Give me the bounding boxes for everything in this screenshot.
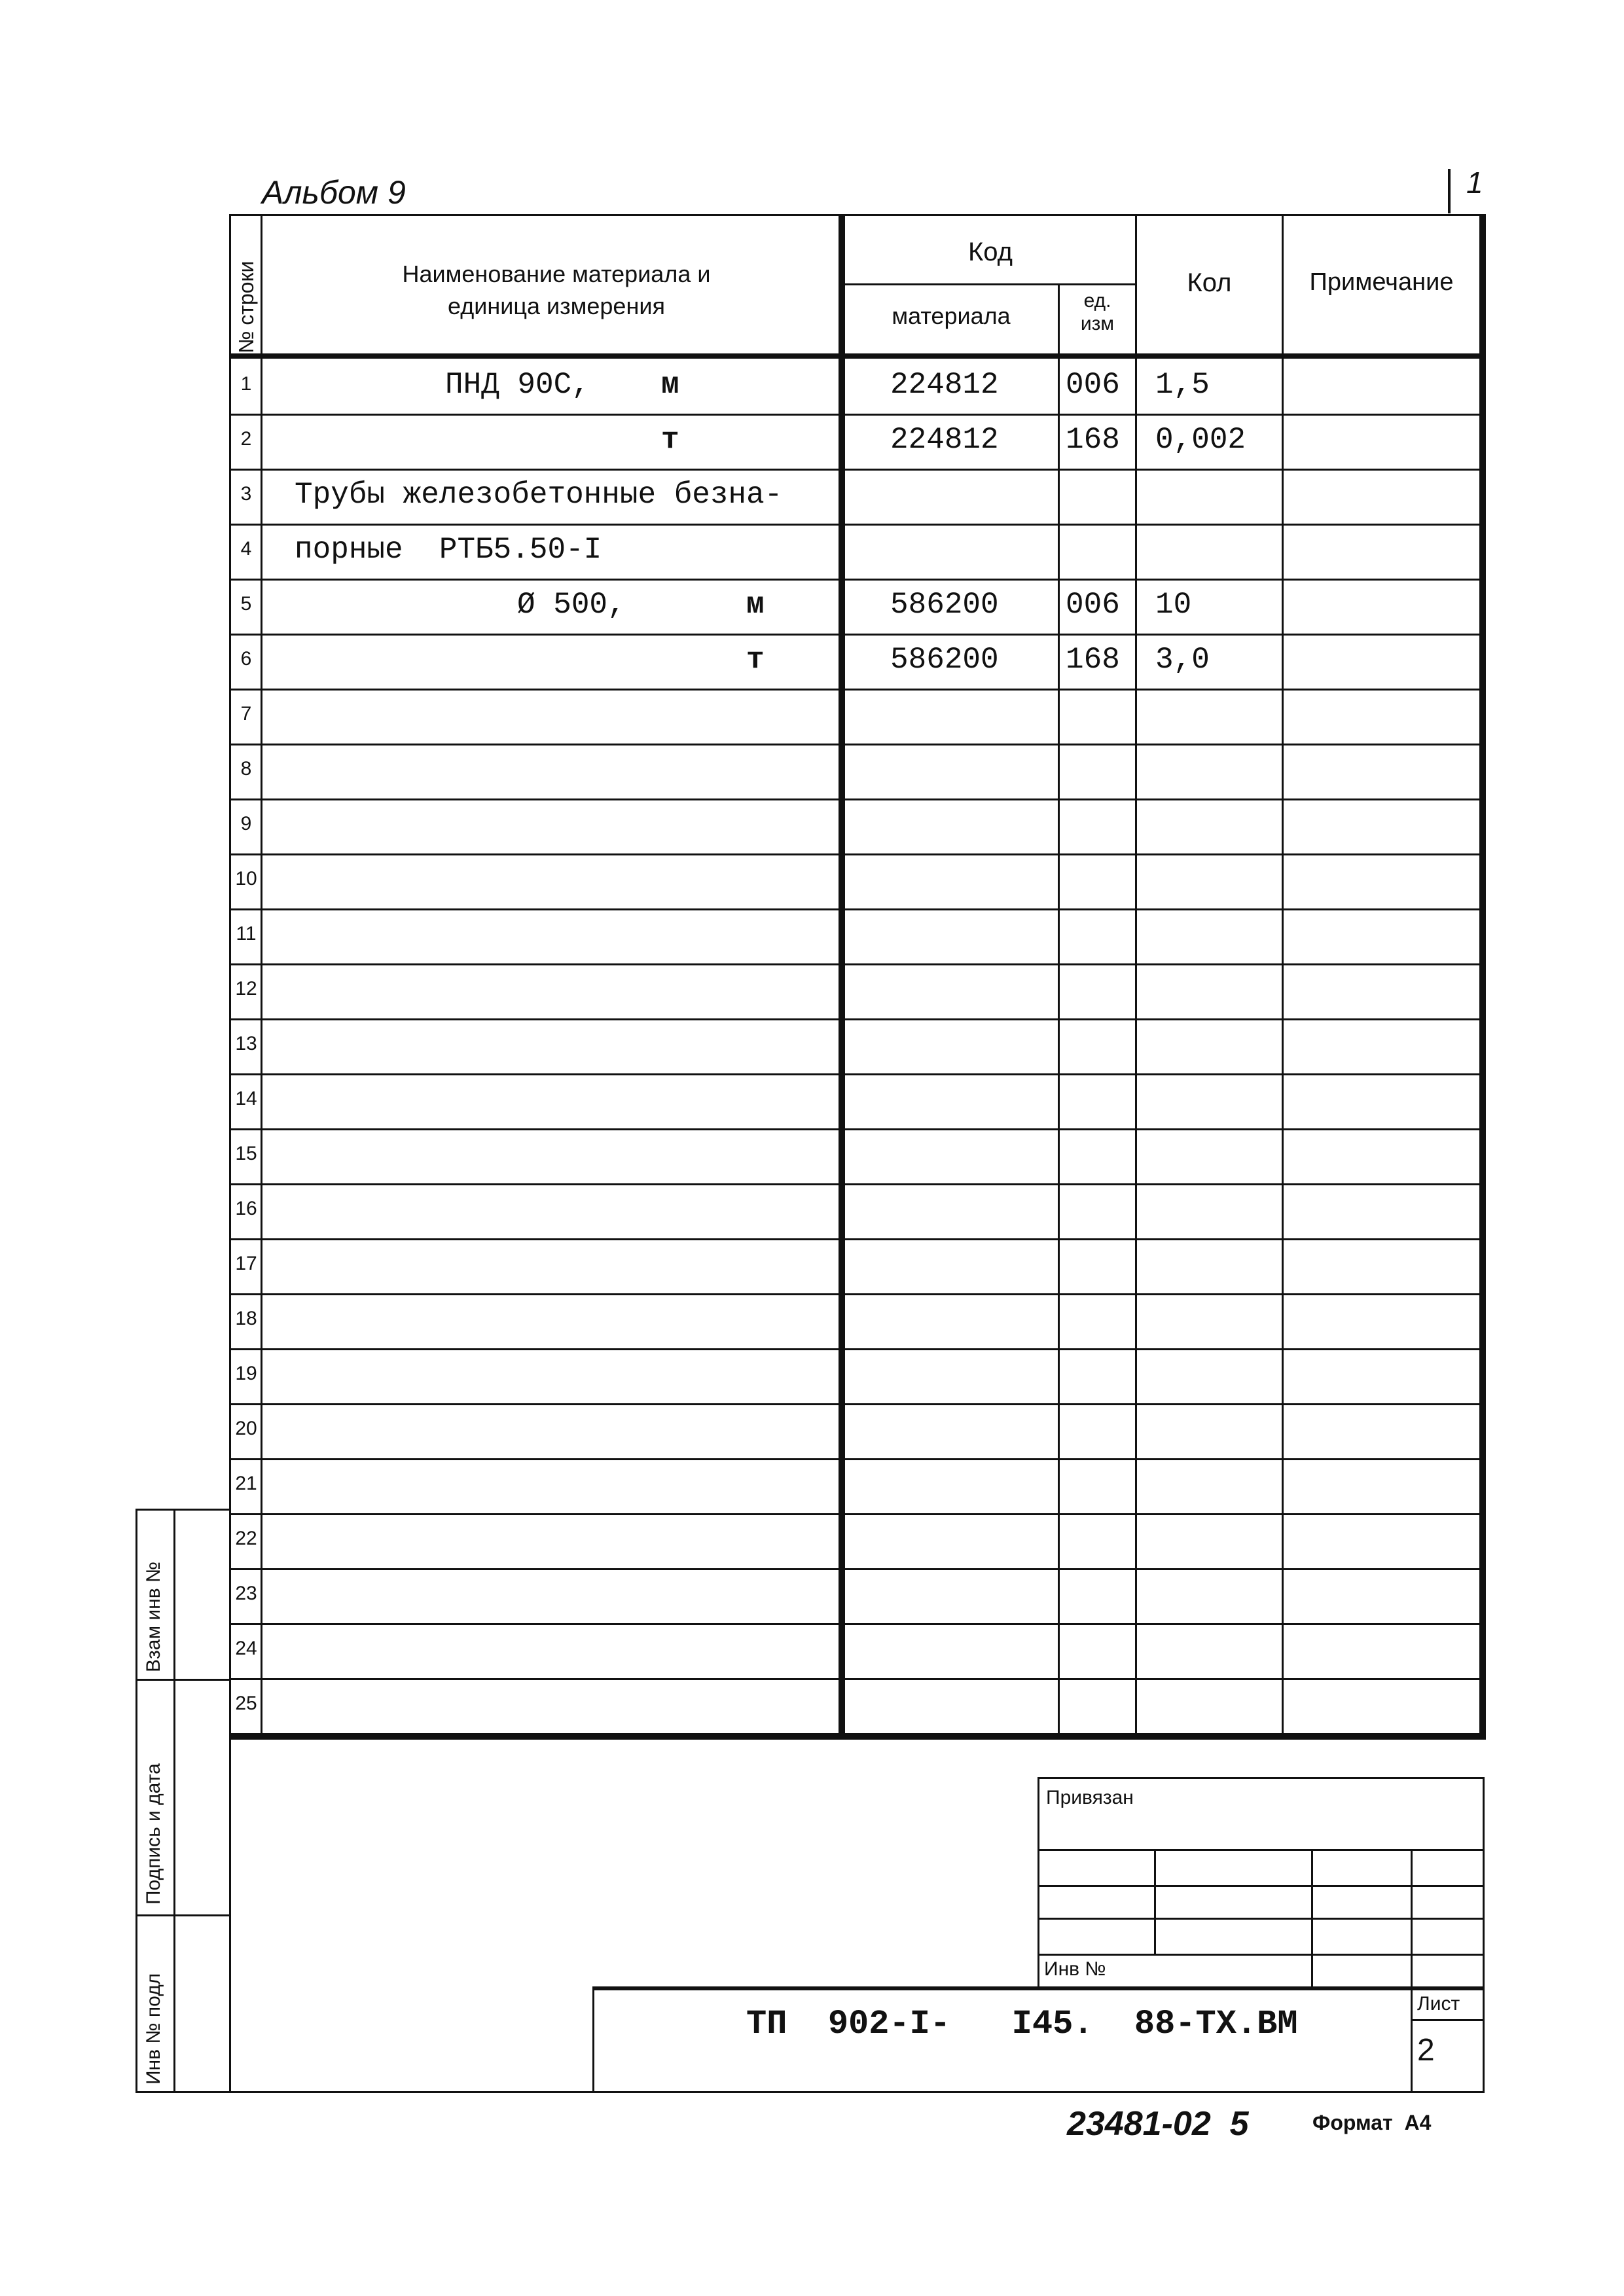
row-number: 6 — [240, 648, 252, 670]
row-qty: 10 — [1155, 588, 1192, 622]
row-name: Ø 500, — [517, 588, 626, 622]
privyazan-label: Привязан — [1046, 1787, 1134, 1808]
row-code: 586200 — [890, 588, 999, 622]
row-number: 14 — [235, 1088, 257, 1109]
row-number: 19 — [235, 1363, 257, 1384]
row-number: 11 — [236, 923, 257, 944]
row-qty: 3,0 — [1155, 643, 1210, 677]
row-unit: 006 — [1066, 588, 1120, 622]
row-name-unit: т — [661, 423, 679, 457]
album-title: Альбом 9 — [262, 174, 406, 211]
row-unit: 168 — [1066, 423, 1120, 457]
corner-mark: 1 — [1466, 166, 1483, 200]
row-number: 4 — [240, 538, 252, 560]
row-number: 12 — [235, 978, 257, 999]
header-note: Примечание — [1309, 268, 1454, 296]
side-vzam-inv: Взам инв № — [143, 1561, 164, 1672]
row-qty: 0,002 — [1155, 423, 1246, 457]
row-number: 22 — [235, 1528, 257, 1549]
corner-tick — [1448, 169, 1451, 213]
row-qty: 1,5 — [1155, 368, 1210, 402]
row-name-unit: м — [746, 588, 765, 622]
sheet-label: Лист — [1417, 1993, 1460, 2015]
side-inv-podl: Инв № подл — [143, 1973, 164, 2085]
row-code: 224812 — [890, 368, 999, 402]
row-unit: 006 — [1066, 368, 1120, 402]
header-name-2: единица измерения — [448, 293, 665, 319]
row-unit: 168 — [1066, 643, 1120, 677]
header-material: материала — [892, 302, 1011, 329]
row-number: 15 — [235, 1143, 257, 1164]
row-number: 20 — [235, 1418, 257, 1439]
document-code: ТП 902-I- I45. 88-ТХ.ВМ — [746, 2005, 1298, 2043]
row-number: 13 — [235, 1033, 257, 1054]
row-number: 25 — [235, 1693, 257, 1714]
header-qty: Кол — [1187, 268, 1232, 297]
row-number: 5 — [240, 593, 252, 615]
row-number: 16 — [235, 1198, 257, 1219]
row-number: 23 — [235, 1583, 257, 1604]
row-number: 10 — [235, 868, 257, 889]
row-number: 1 — [240, 373, 252, 395]
row-number: 2 — [240, 428, 252, 450]
row-number: 17 — [235, 1253, 257, 1274]
row-name-unit: т — [746, 643, 765, 677]
row-name: ПНД 90С, — [445, 368, 590, 402]
row-number: 24 — [235, 1638, 257, 1659]
side-podpis-data: Подпись и дата — [143, 1763, 164, 1905]
row-name: порные РТБ5.50-I — [295, 533, 602, 567]
row-name-unit: м — [661, 368, 679, 402]
row-number: 21 — [235, 1473, 257, 1494]
row-number: 8 — [240, 758, 252, 780]
header-code: Код — [967, 238, 1013, 266]
row-number: 7 — [240, 703, 252, 725]
inv-no-label: Инв № — [1044, 1958, 1106, 1980]
header-row-number: № строки — [234, 260, 258, 353]
format-label: Формат А4 — [1312, 2111, 1432, 2134]
row-number: 18 — [235, 1308, 257, 1329]
row-number: 3 — [240, 483, 252, 505]
header-unit: ед. — [1083, 290, 1111, 312]
row-code: 224812 — [890, 423, 999, 457]
header-unit-2: изм — [1080, 313, 1115, 334]
archive-number: 23481-02 5 — [1067, 2105, 1249, 2143]
row-name: Трубы железобетонные безна- — [295, 478, 783, 512]
row-code: 586200 — [890, 643, 999, 677]
header-name: Наименование материала и — [402, 260, 711, 287]
row-number: 9 — [240, 813, 252, 834]
sheet-number: 2 — [1417, 2033, 1435, 2068]
